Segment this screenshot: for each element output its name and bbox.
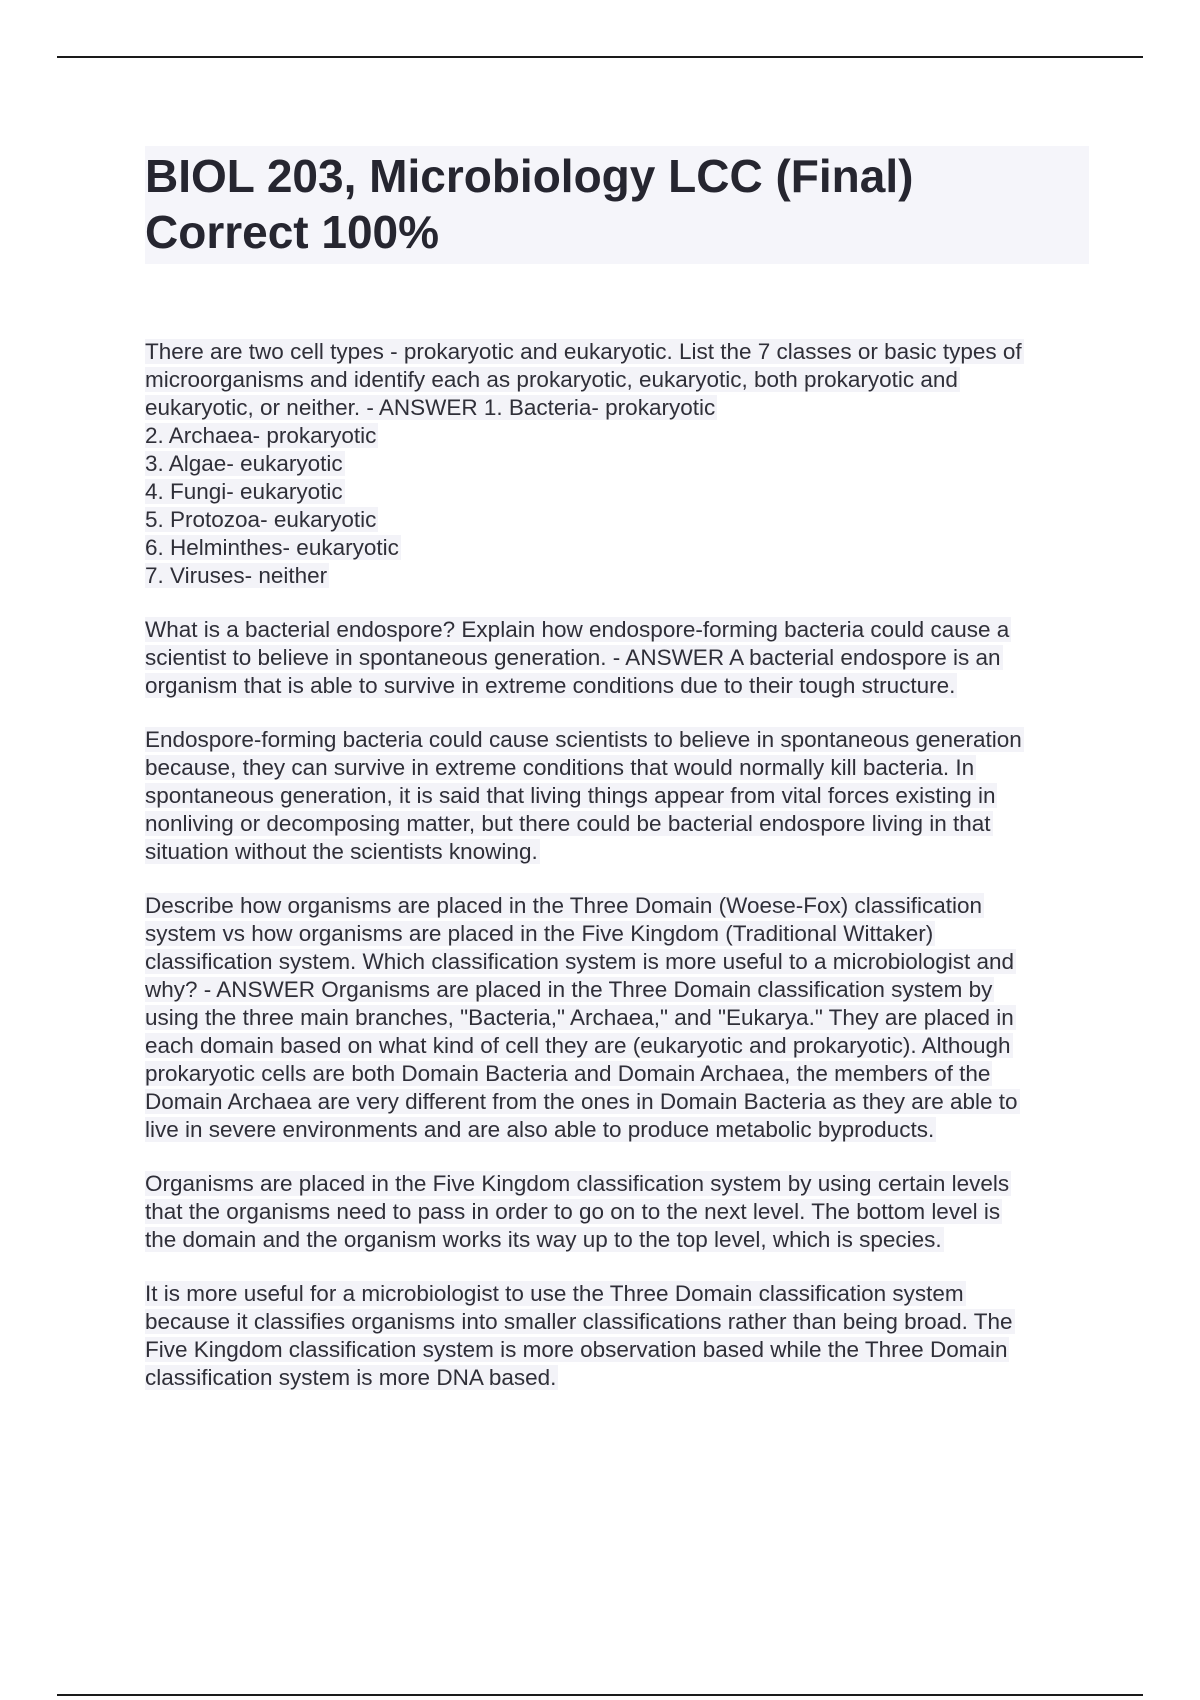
list-item: 3. Algae- eukaryotic xyxy=(145,451,343,476)
text-line: Organisms are placed in the Five Kingdom classification system by using certain levels xyxy=(145,1171,1010,1196)
text-line: because, they can survive in extreme conditions that would normally kill bacteria. In xyxy=(145,755,975,780)
text-line: using the three main branches, "Bacteria," Archaea," and "Eukarya." They are placed in xyxy=(145,1005,1014,1030)
text-line: What is a bacterial endospore? Explain how endospore-forming bacteria could cause a xyxy=(145,617,1010,642)
text-line: organism that is able to survive in extreme conditions due to their tough structure. xyxy=(145,673,956,698)
answer-paragraph-five-kingdom xyxy=(145,1170,1089,1254)
text-line: spontaneous generation, it is said that living things appear from vital forces existing in xyxy=(145,783,996,808)
text-line: each domain based on what kind of cell they are (eukaryotic and prokaryotic). Although xyxy=(145,1033,1011,1058)
answer-paragraph-spontaneous-generation xyxy=(145,726,1089,866)
text-line: the domain and the organism works its way up to the top level, which is species. xyxy=(145,1227,942,1252)
bottom-divider xyxy=(57,1694,1143,1696)
text-line: It is more useful for a microbiologist to use the Three Domain classification system xyxy=(145,1281,964,1306)
text-line: Five Kingdom classification system is more observation based while the Three Domain xyxy=(145,1337,1008,1362)
list-item: 7. Viruses- neither xyxy=(145,563,328,588)
list-item: 6. Helminthes- eukaryotic xyxy=(145,535,399,560)
text-line: that the organisms need to pass in order to go on to the next level. The bottom level is xyxy=(145,1199,1001,1224)
text-line: classification system is more DNA based. xyxy=(145,1365,557,1390)
text-line: scientist to believe in spontaneous generation. - ANSWER A bacterial endospore is an xyxy=(145,645,1001,670)
list-item: 4. Fungi- eukaryotic xyxy=(145,479,343,504)
list-item: 2. Archaea- prokaryotic xyxy=(145,423,377,448)
document-body xyxy=(145,338,1089,1418)
list-item: 5. Protozoa- eukaryotic xyxy=(145,507,377,532)
text-line: prokaryotic cells are both Domain Bacteria and Domain Archaea, the members of the xyxy=(145,1061,991,1086)
text-line: live in severe environments and are also able to produce metabolic byproducts. xyxy=(145,1117,935,1142)
text-line: eukaryotic, or neither. - ANSWER 1. Bacteria- prokaryotic xyxy=(145,395,716,420)
text-line: Describe how organisms are placed in the Three Domain (Woese-Fox) classification xyxy=(145,893,983,918)
qa-paragraph-cell-types xyxy=(145,338,1089,590)
qa-paragraph-classification xyxy=(145,892,1089,1144)
text-line: Endospore-forming bacteria could cause scientists to believe in spontaneous generation xyxy=(145,727,1022,752)
title-line: Correct 100% xyxy=(145,206,440,258)
text-line: microorganisms and identify each as prokaryotic, eukaryotic, both prokaryotic and xyxy=(145,367,958,392)
qa-paragraph-endospore xyxy=(145,616,1089,700)
text-line: because it classifies organisms into smaller classifications rather than being broad. The xyxy=(145,1309,1013,1334)
top-divider xyxy=(57,56,1143,58)
text-line: why? - ANSWER Organisms are placed in the Three Domain classification system by xyxy=(145,977,993,1002)
page-title xyxy=(145,148,1089,260)
text-line: Domain Archaea are very different from the ones in Domain Bacteria as they are able to xyxy=(145,1089,1018,1114)
text-line: classification system. Which classification system is more useful to a microbiologist and xyxy=(145,949,1015,974)
text-line: situation without the scientists knowing. xyxy=(145,839,538,864)
title-line: BIOL 203, Microbiology LCC (Final) xyxy=(145,150,914,202)
title-block xyxy=(145,146,1089,264)
text-line: system vs how organisms are placed in the Five Kingdom (Traditional Wittaker) xyxy=(145,921,934,946)
text-line: There are two cell types - prokaryotic and eukaryotic. List the 7 classes or basic types of xyxy=(145,339,1022,364)
answer-paragraph-usefulness xyxy=(145,1280,1089,1392)
text-line: nonliving or decomposing matter, but there could be bacterial endospore living in that xyxy=(145,811,991,836)
